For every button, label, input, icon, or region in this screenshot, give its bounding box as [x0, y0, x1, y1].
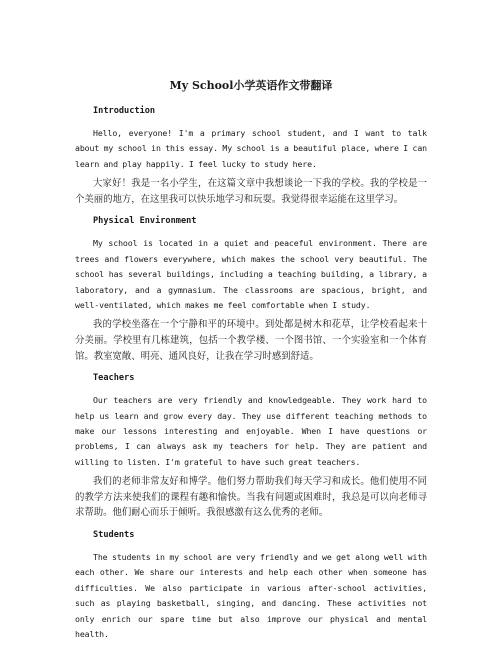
section-heading: Students [93, 530, 135, 541]
english-paragraph: The students in my school are very friendly and we get along well with each other. We share our interests and help each other when someone has difficulties. We also participate in various after-school activities, such as playing basketball, singing, and dancing. These activities not only enrich our spare time but also improve our physical and mental health. [75, 552, 427, 640]
section-physical-environment [75, 215, 427, 364]
section-heading: Introduction [93, 106, 156, 116]
chinese-paragraph: 我们的老师非常友好和博学。他们努力帮助我们每天学习和成长。他们使用不同的教学方法来使我们的课程有趣和愉快。当我有问题或困难时，我总是可以向老师寻求帮助。他们耐心而乐于倾听。我很感激有这么优秀的老师。 [75, 476, 427, 519]
english-paragraph: Hello, everyone! I'm a primary school student, and I want to talk about my school in this essay. My school is a beautiful place, where I can learn and play happily. I feel lucky to study here. [75, 128, 427, 169]
section-heading: Teachers [93, 373, 135, 384]
section-heading: Physical Environment [93, 216, 197, 227]
section-introduction [75, 105, 427, 207]
document-title: My School小学英语作文带翻译 [169, 79, 333, 92]
section-students [75, 529, 427, 642]
english-paragraph: My school is located in a quiet and peaceful environment. There are trees and flowers everywhere, which makes the school very beautiful. The school has several buildings, including a teaching building, a library, a laboratory, and a gymnasium. The classrooms are spacious, bright, and well-ventilated, which makes me feel comfortable when I study. [75, 238, 427, 311]
document-page [75, 79, 427, 646]
english-paragraph: Our teachers are very friendly and knowledgeable. They work hard to help us learn and grow every day. They use different teaching methods to make our lessons interesting and enjoyable. When I have questions or problems, I can always ask my teachers for help. They are patient and willing to listen. I'm grateful to have such great teachers. [75, 395, 427, 467]
chinese-paragraph: 我的学校坐落在一个宁静和平的环境中。到处都是树木和花草，让学校看起来十分美丽。学校里有几栋建筑，包括一个教学楼、一个图书馆、一个实验室和一个体育馆。教室宽敞、明亮、通风良好，让我在学习时感到舒适。 [75, 319, 427, 362]
section-teachers [75, 372, 427, 521]
chinese-paragraph: 大家好！我是一名小学生，在这篇文章中我想谈论一下我的学校。我的学校是一个美丽的地方，在这里我可以快乐地学习和玩耍。我觉得很幸运能在这里学习。 [75, 178, 427, 205]
